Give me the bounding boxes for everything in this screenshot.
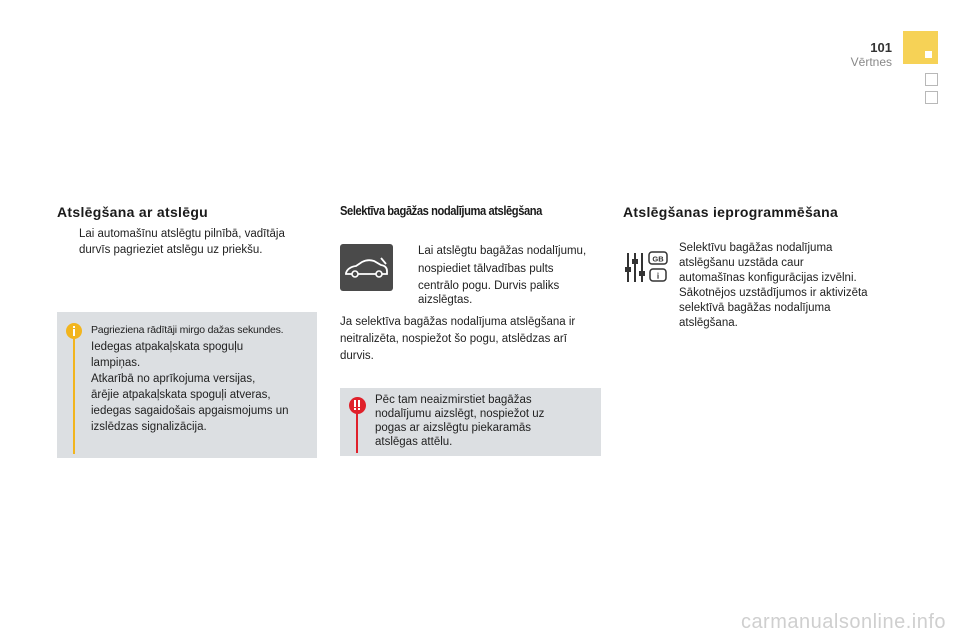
info-icon xyxy=(66,323,82,339)
note-text: Pēc tam neaizmirstiet bagāžas xyxy=(375,394,532,406)
bullet-text: aizslēgtas. xyxy=(418,294,473,306)
note-text: Atkarībā no aprīkojuma versijas, xyxy=(91,373,256,385)
watermark: carmanualsonline.info xyxy=(740,611,946,633)
note-text: lampiņas. xyxy=(91,357,141,369)
warning-icon xyxy=(349,397,366,414)
note-text: ārējie atpakaļskata spoguļi atveras, xyxy=(91,389,271,401)
section-tab-active[interactable] xyxy=(903,31,938,64)
bullet-text: Lai atslēgtu bagāžas nodalījumu, xyxy=(418,245,587,257)
car-trunk-button-icon xyxy=(340,244,393,291)
paragraph-text: atslēgšanu uzstāda caur xyxy=(679,257,804,269)
section-title: Vērtnes xyxy=(850,55,892,69)
section-tab[interactable] xyxy=(925,91,938,104)
note-text: atslēgas attēlu. xyxy=(375,436,453,448)
section-heading-programming: Atslēgšanas ieprogrammēšana xyxy=(623,204,839,220)
language-label: GB xyxy=(652,254,664,264)
bullet-text: durvīs pagrieziet atslēgu uz priekšu. xyxy=(79,244,263,256)
paragraph-text: neitralizēta, nospiežot šo pogu, atslēdzas arī xyxy=(340,333,567,345)
configuration-menu-icon xyxy=(623,247,671,287)
section-heading-selective-boot: Selektīva bagāžas nodalījuma atslēgšana xyxy=(340,203,542,218)
note-text: Iedegas atpakaļskata spoguļu xyxy=(91,341,244,353)
bullet-text: nospiediet tālvadības pults xyxy=(418,263,554,275)
paragraph-text: durvis. xyxy=(340,350,374,362)
page-number: 101 xyxy=(870,40,892,55)
info-rule xyxy=(73,339,75,454)
car-silhouette-icon xyxy=(340,244,393,291)
tab-marker xyxy=(925,51,932,58)
warning-rule xyxy=(356,413,358,453)
paragraph-text: Ja selektīva bagāžas nodalījuma atslēgšana ir xyxy=(340,316,576,328)
paragraph-text: Selektīvu bagāžas nodalījuma xyxy=(679,242,833,254)
bullet-text: Lai automašīnu atslēgtu pilnībā, vadītāja xyxy=(79,228,285,240)
note-text: pogas ar aizslēgtu piekaramās xyxy=(375,422,531,434)
note-text: izslēdzas signalizācija. xyxy=(91,421,207,433)
note-text: nodalījumu aizslēgt, nospiežot uz xyxy=(375,408,545,420)
section-heading-key-unlocking: Atslēgšana ar atslēgu xyxy=(57,204,209,220)
note-text: Pagrieziena rādītāji mirgo dažas sekundes. xyxy=(91,324,284,336)
info-label: i xyxy=(656,271,660,281)
bullet-text: centrālo pogu. Durvis paliks xyxy=(418,280,560,292)
note-text: iedegas sagaidošais apgaismojums un xyxy=(91,405,289,417)
paragraph-text: atslēgšana. xyxy=(679,317,738,329)
paragraph-text: automašīnas konfigurācijas izvēlni. xyxy=(679,272,857,284)
paragraph-text: Sākotnējos uzstādījumos ir aktivizēta xyxy=(679,287,868,299)
section-tab[interactable] xyxy=(925,73,938,86)
paragraph-text: selektīvā bagāžas nodalījuma xyxy=(679,302,831,314)
